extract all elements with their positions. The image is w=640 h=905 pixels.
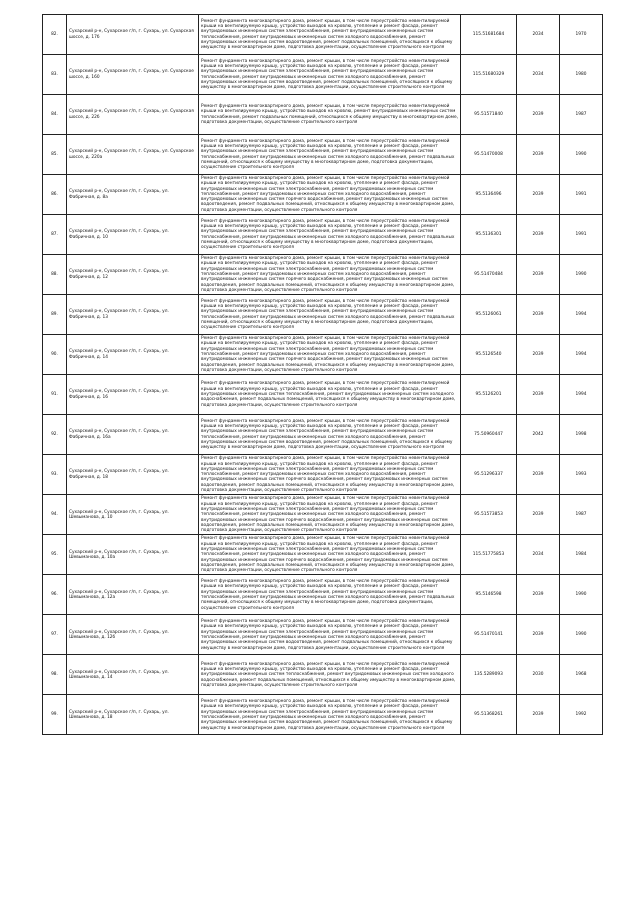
cell-num: 96.	[43, 575, 67, 615]
table-row	[43, 95, 603, 135]
cell-cost: 95.51571840	[461, 95, 517, 135]
cell-address: Сухарский р-н, Сухарское г/п, г. Сухарь, ул. Фабричная, д. 10	[67, 215, 199, 255]
cell-built: 1980	[560, 55, 603, 95]
cell-built: 1993	[560, 455, 603, 495]
cell-address: Сухарский р-н, Сухарское г/п, г. Сухарь, ул. Фабричная, д. 14	[67, 335, 199, 375]
cell-address: Сухарский р-н, Сухарское г/п, г. Сухарь, ул. Сухарское шоссе, д. 160	[67, 55, 199, 95]
table-row	[43, 535, 603, 575]
table-row	[43, 215, 603, 255]
cell-built: 1987	[560, 495, 603, 535]
cell-cost: 95.51470141	[461, 615, 517, 655]
cell-works: Ремонт фундамента многоквартирного дома, ремонт крыши, в том числе переустройство невентилируемой крыши на вентилируемую крышу, устройство выходов на кровлю, утепление и ремонт фасада, ремонт внутридомовых инженерных систем электроснабжения, ремонт внутридомовых инженерных систем теплоснабжения, ремонт внутридомовых инженерных систем холодного водоснабжения, ремонт внутридомовых инженерных систем водоотведения, ремонт подвальных помещений, относящихся к общему имуществу в многоквартирном доме, подготовка документации, осуществление строительного контроля	[199, 415, 461, 455]
cell-address: Сухарский р-н, Сухарское г/п, г. Сухарь, ул. Фабричная, д. 8а	[67, 175, 199, 215]
cell-works: Ремонт фундамента многоквартирного дома, ремонт крыши, в том числе переустройство невентилируемой крыши на вентилируемую крышу, устройство выходов на кровлю, утепление и ремонт фасада, ремонт внутридомовых инженерных систем электроснабжения, ремонт внутридомовых инженерных систем теплоснабжения, ремонт внутридомовых инженерных систем холодного водоснабжения, ремонт внутридомовых инженерных систем горячего водоснабжения, ремонт внутридомовых инженерных систем водоотведения, ремонт подвальных помещений, относящихся к общему имуществу в многоквартирном доме, подготовка документации, осуществление строительного контроля	[199, 255, 461, 295]
cell-works: Ремонт фундамента многоквартирного дома, ремонт крыши, в том числе переустройство невентилируемой крыши на вентилируемую крышу, устройство выходов на кровлю, утепление и ремонт фасада, ремонт внутридомовых инженерных систем электроснабжения, ремонт внутридомовых инженерных систем теплоснабжения, ремонт внутридомовых инженерных систем холодного водоснабжения, ремонт подвальных помещений, относящихся к общему имуществу в многоквартирном доме, подготовка документации, осуществление строительного контроля	[199, 295, 461, 335]
cell-address: Сухарский р-н, Сухарское г/п, г. Сухарь, ул. Фабричная, д. 18	[67, 455, 199, 495]
cell-plan: 2030	[517, 655, 560, 695]
cell-plan: 2039	[517, 215, 560, 255]
table-row	[43, 15, 603, 55]
cell-num: 97.	[43, 615, 67, 655]
cell-cost: 95.51470008	[461, 135, 517, 175]
cell-built: 1990	[560, 255, 603, 295]
cell-plan: 2034	[517, 55, 560, 95]
cell-plan: 2039	[517, 615, 560, 655]
cell-address: Сухарский р-н, Сухарское г/п, г. Сухарь, ул. Фабричная, д. 12	[67, 255, 199, 295]
cell-num: 90.	[43, 335, 67, 375]
cell-cost: 95.5126201	[461, 375, 517, 415]
cell-built: 1984	[560, 535, 603, 575]
registry-table	[42, 14, 603, 735]
cell-built: 1994	[560, 295, 603, 335]
cell-address: Сухарский р-н, Сухарское г/п, г. Сухарь, ул. Сухарское шоссе, д. 220а	[67, 135, 199, 175]
cell-plan: 2039	[517, 455, 560, 495]
cell-works: Ремонт фундамента многоквартирного дома, ремонт крыши, в том числе переустройство невентилируемой крыши на вентилируемую крышу, устройство выходов на кровлю, утепление и ремонт фасада, ремонт внутридомовых инженерных систем электроснабжения, ремонт внутридомовых инженерных систем теплоснабжения, ремонт внутридомовых инженерных систем холодного водоснабжения, ремонт внутридомовых инженерных систем горячего водоснабжения, ремонт внутридомовых инженерных систем водоотведения, ремонт подвальных помещений, относящихся к общему имуществу в многоквартирном доме, подготовка документации, осуществление строительного контроля	[199, 455, 461, 495]
cell-built: 1991	[560, 175, 603, 215]
cell-plan: 2039	[517, 255, 560, 295]
cell-plan: 2039	[517, 175, 560, 215]
cell-plan: 2039	[517, 135, 560, 175]
table-row	[43, 375, 603, 415]
cell-num: 83.	[43, 55, 67, 95]
cell-works: Ремонт фундамента многоквартирного дома, ремонт крыши, в том числе переустройство невентилируемой крыши на вентилируемую крышу, устройство выходов на кровлю, утепление и ремонт фасада, ремонт внутридомовых инженерных систем электроснабжения, ремонт внутридомовых инженерных систем теплоснабжения, ремонт внутридомовых инженерных систем холодного водоснабжения, ремонт подвальных помещений, относящихся к общему имуществу в многоквартирном доме, подготовка документации, осуществление строительного контроля	[199, 575, 461, 615]
cell-works: Ремонт фундамента многоквартирного дома, ремонт крыши, в том числе переустройство невентилируемой крыши на вентилируемую крышу, устройство выходов на кровлю, утепление и ремонт фасада, ремонт внутридомовых инженерных систем теплоснабжения, ремонт внутридомовых инженерных систем холодного водоснабжения, ремонт подвальных помещений, относящихся к общему имуществу в многоквартирном доме, подготовка документации, осуществление строительного контроля	[199, 655, 461, 695]
cell-address: Сухарский р-н, Сухарское г/п, г. Сухарь, ул. Шевыманова, д. 12а	[67, 575, 199, 615]
cell-num: 95.	[43, 535, 67, 575]
table-row	[43, 55, 603, 95]
cell-cost: 95.5126540	[461, 335, 517, 375]
cell-address: Сухарский р-н, Сухарское г/п, г. Сухарь, ул. Шевыманова, д. 12б	[67, 615, 199, 655]
cell-works: Ремонт фундамента многоквартирного дома, ремонт крыши, в том числе переустройство невентилируемой крыши на вентилируемую крышу, устройство выходов на кровлю, утепление и ремонт фасада, ремонт внутридомовых инженерных систем электроснабжения, ремонт внутридомовых инженерных систем теплоснабжения, ремонт внутридомовых инженерных систем холодного водоснабжения, ремонт внутридомовых инженерных систем горячего водоснабжения, ремонт внутридомовых инженерных систем водоотведения, ремонт подвальных помещений, относящихся к общему имуществу в многоквартирном доме, подготовка документации, осуществление строительного контроля	[199, 535, 461, 575]
cell-built: 1968	[560, 655, 603, 695]
table-row	[43, 295, 603, 335]
cell-address: Сухарский р-н, Сухарское г/п, г. Сухарь, ул. Сухарская шоссе, д. 17б	[67, 15, 199, 55]
cell-cost: 95.5136496	[461, 175, 517, 215]
table-row	[43, 575, 603, 615]
table-row	[43, 175, 603, 215]
cell-plan: 2039	[517, 335, 560, 375]
cell-plan: 2039	[517, 695, 560, 735]
cell-cost: 115.51775853	[461, 535, 517, 575]
cell-num: 99.	[43, 695, 67, 735]
table-row	[43, 655, 603, 695]
cell-works: Ремонт фундамента многоквартирного дома, ремонт крыши, в том числе переустройство невентилируемой крыши на вентилируемую крышу, устройство выходов на кровлю, утепление и ремонт фасада, ремонт внутридомовых инженерных систем теплоснабжения, ремонт внутридомовых инженерных систем холодного водоснабжения, ремонт подвальных помещений, относящихся к общему имуществу в многоквартирном доме, подготовка документации, осуществление строительного контроля	[199, 375, 461, 415]
cell-works: Ремонт фундамента многоквартирного дома, ремонт крыши, в том числе переустройство невентилируемой крыши на вентилируемую крышу, устройство выходов на кровлю, утепление и ремонт фасада, ремонт внутридомовых инженерных систем электроснабжения, ремонт внутридомовых инженерных систем теплоснабжения, ремонт внутридомовых инженерных систем холодного водоснабжения, ремонт внутридомовых инженерных систем водоотведения, ремонт подвальных помещений, относящихся к общему имуществу в многоквартирном доме, подготовка документации, осуществление строительного контроля	[199, 55, 461, 95]
cell-built: 1998	[560, 415, 603, 455]
cell-plan: 2039	[517, 575, 560, 615]
cell-built: 1990	[560, 135, 603, 175]
cell-works: Ремонт фундамента многоквартирного дома, ремонт крыши, в том числе переустройство невентилируемой крыши на вентилируемую крышу, устройство выходов на кровлю, утепление и ремонт фасада, ремонт внутридомовых инженерных систем электроснабжения, ремонт внутридомовых инженерных систем теплоснабжения, ремонт внутридомовых инженерных систем холодного водоснабжения, ремонт внутридомовых инженерных систем водоотведения, ремонт подвальных помещений, относящихся к общему имуществу в многоквартирном доме, подготовка документации, осуществление строительного контроля	[199, 615, 461, 655]
cell-cost: 135.5289093	[461, 655, 517, 695]
cell-works: Ремонт фундамента многоквартирного дома, ремонт крыши, в том числе переустройство невентилируемой крыши на вентилируемую крышу, устройство выходов на кровлю, утепление и ремонт фасада, ремонт внутридомовых инженерных систем электроснабжения, ремонт внутридомовых инженерных систем теплоснабжения, ремонт внутридомовых инженерных систем холодного водоснабжения, ремонт внутридомовых инженерных систем горячего водоснабжения, ремонт внутридомовых инженерных систем водоотведения, ремонт подвальных помещений, относящихся к общему имуществу в многоквартирном доме, подготовка документации, осуществление строительного контроля	[199, 335, 461, 375]
cell-address: Сухарский р-н, Сухарское г/п, г. Сухарь, ул. Фабричная, д. 16а	[67, 415, 199, 455]
cell-works: Ремонт фундамента многоквартирного дома, ремонт крыши, в том числе переустройство невентилируемой крыши на вентилируемую крышу, устройство выходов на кровлю, утепление и ремонт фасада, ремонт внутридомовых инженерных систем электроснабжения, ремонт внутридомовых инженерных систем теплоснабжения, ремонт внутридомовых инженерных систем холодного водоснабжения, ремонт подвальных помещений, относящихся к общему имуществу в многоквартирном доме, подготовка документации, осуществление строительного контроля	[199, 215, 461, 255]
cell-plan: 2034	[517, 15, 560, 55]
cell-plan: 2034	[517, 535, 560, 575]
cell-num: 86.	[43, 175, 67, 215]
cell-works: Ремонт фундамента многоквартирного дома, ремонт крыши, в том числе переустройство невентилируемой крыши на вентилируемую крышу, устройство выходов на кровлю, утепление и ремонт фасада, ремонт внутридомовых инженерных систем электроснабжения, ремонт внутридомовых инженерных систем теплоснабжения, ремонт внутридомовых инженерных систем холодного водоснабжения, ремонт внутридомовых инженерных систем горячего водоснабжения, ремонт внутридомовых инженерных систем водоотведения, ремонт подвальных помещений, относящихся к общему имуществу в многоквартирном доме, подготовка документации, осуществление строительного контроля	[199, 175, 461, 215]
table-row	[43, 415, 603, 455]
cell-cost: 75.50960447	[461, 415, 517, 455]
cell-address: Сухарский р-н, Сухарское г/п, г. Сухарь, ул. Сухарская шоссе, д. 22б	[67, 95, 199, 135]
table-row	[43, 615, 603, 655]
cell-cost: 95.51296337	[461, 455, 517, 495]
cell-plan: 2039	[517, 375, 560, 415]
cell-built: 1990	[560, 615, 603, 655]
cell-num: 93.	[43, 455, 67, 495]
cell-cost: 95.5136301	[461, 215, 517, 255]
cell-plan: 2039	[517, 295, 560, 335]
cell-num: 98.	[43, 655, 67, 695]
table-row	[43, 255, 603, 295]
cell-works: Ремонт фундамента многоквартирного дома, ремонт крыши, в том числе переустройство невентилируемой крыши на вентилируемую крышу, устройство выходов на кровлю, ремонт внутридомовых инженерных систем теплоснабжения, ремонт подвальных помещений, относящихся к общему имуществу в многоквартирном доме, подготовка документации, осуществление строительного контроля	[199, 95, 461, 135]
cell-built: 1992	[560, 695, 603, 735]
cell-works: Ремонт фундамента многоквартирного дома, ремонт крыши, в том числе переустройство невентилируемой крыши на вентилируемую крышу, устройство выходов на кровлю, утепление и ремонт фасада, ремонт внутридомовых инженерных систем электроснабжения, ремонт внутридомовых инженерных систем теплоснабжения, ремонт внутридомовых инженерных систем холодного водоснабжения, ремонт подвальных помещений, относящихся к общему имуществу в многоквартирном доме, подготовка документации, осуществление строительного контроля	[199, 135, 461, 175]
table-row	[43, 135, 603, 175]
cell-address: Сухарский р-н, Сухарское г/п, г. Сухарь, ул. Фабричная, д. 13	[67, 295, 199, 335]
cell-num: 91.	[43, 375, 67, 415]
cell-works: Ремонт фундамента многоквартирного дома, ремонт крыши, в том числе переустройство невентилируемой крыши на вентилируемую крышу, устройство выходов на кровлю, утепление и ремонт фасада, ремонт внутридомовых инженерных систем электроснабжения, ремонт внутридомовых инженерных систем теплоснабжения, ремонт внутридомовых инженерных систем холодного водоснабжения, ремонт внутридомовых инженерных систем водоотведения, ремонт подвальных помещений, относящихся к общему имуществу в многоквартирном доме, подготовка документации, осуществление строительного контроля	[199, 15, 461, 55]
table-row	[43, 695, 603, 735]
cell-plan: 2039	[517, 495, 560, 535]
cell-cost: 95.51470484	[461, 255, 517, 295]
cell-num: 94.	[43, 495, 67, 535]
cell-num: 82.	[43, 15, 67, 55]
cell-works: Ремонт фундамента многоквартирного дома, ремонт крыши, в том числе переустройство невентилируемой крыши на вентилируемую крышу, устройство выходов на кровлю, утепление и ремонт фасада, ремонт внутридомовых инженерных систем электроснабжения, ремонт внутридомовых инженерных систем теплоснабжения, ремонт внутридомовых инженерных систем холодного водоснабжения, ремонт внутридомовых инженерных систем водоотведения, ремонт подвальных помещений, относящихся к общему имуществу в многоквартирном доме, подготовка документации, осуществление строительного контроля	[199, 695, 461, 735]
registry-rows	[43, 15, 603, 735]
cell-built: 1994	[560, 375, 603, 415]
cell-num: 89.	[43, 295, 67, 335]
cell-cost: 95.51368261	[461, 695, 517, 735]
cell-cost: 95.51573853	[461, 495, 517, 535]
cell-built: 1991	[560, 215, 603, 255]
cell-address: Сухарский р-н, Сухарское г/п, г. Сухарь, ул. Шевыманова, д. 14	[67, 655, 199, 695]
cell-cost: 95.5126061	[461, 295, 517, 335]
cell-num: 92.	[43, 415, 67, 455]
cell-built: 1990	[560, 575, 603, 615]
cell-num: 87.	[43, 215, 67, 255]
cell-cost: 115.51681684	[461, 15, 517, 55]
cell-built: 1970	[560, 15, 603, 55]
cell-address: Сухарский р-н, Сухарское г/п, г. Сухарь, ул. Шевыманова, д. 10	[67, 495, 199, 535]
cell-built: 1987	[560, 95, 603, 135]
cell-num: 84.	[43, 95, 67, 135]
cell-works: Ремонт фундамента многоквартирного дома, ремонт крыши, в том числе переустройство невентилируемой крыши на вентилируемую крышу, устройство выходов на кровлю, утепление и ремонт фасада, ремонт внутридомовых инженерных систем электроснабжения, ремонт внутридомовых инженерных систем теплоснабжения, ремонт внутридомовых инженерных систем холодного водоснабжения, ремонт внутридомовых инженерных систем горячего водоснабжения, ремонт внутридомовых инженерных систем водоотведения, ремонт подвальных помещений, относящихся к общему имуществу в многоквартирном доме, подготовка документации, осуществление строительного контроля	[199, 495, 461, 535]
cell-cost: 95.5146598	[461, 575, 517, 615]
cell-plan: 2039	[517, 95, 560, 135]
table-row	[43, 455, 603, 495]
cell-cost: 115.51680329	[461, 55, 517, 95]
cell-built: 1994	[560, 335, 603, 375]
table-row	[43, 495, 603, 535]
cell-address: Сухарский р-н, Сухарское г/п, г. Сухарь, ул. Шевыманова, д. 10а	[67, 535, 199, 575]
cell-num: 85.	[43, 135, 67, 175]
cell-num: 88.	[43, 255, 67, 295]
registry-sheet	[42, 14, 602, 735]
cell-address: Сухарский р-н, Сухарское г/п, г. Сухарь, ул. Фабричная, д. 16	[67, 375, 199, 415]
cell-plan: 2042	[517, 415, 560, 455]
cell-address: Сухарский р-н, Сухарское г/п, г. Сухарь, ул. Шевыманова, д. 18	[67, 695, 199, 735]
table-row	[43, 335, 603, 375]
